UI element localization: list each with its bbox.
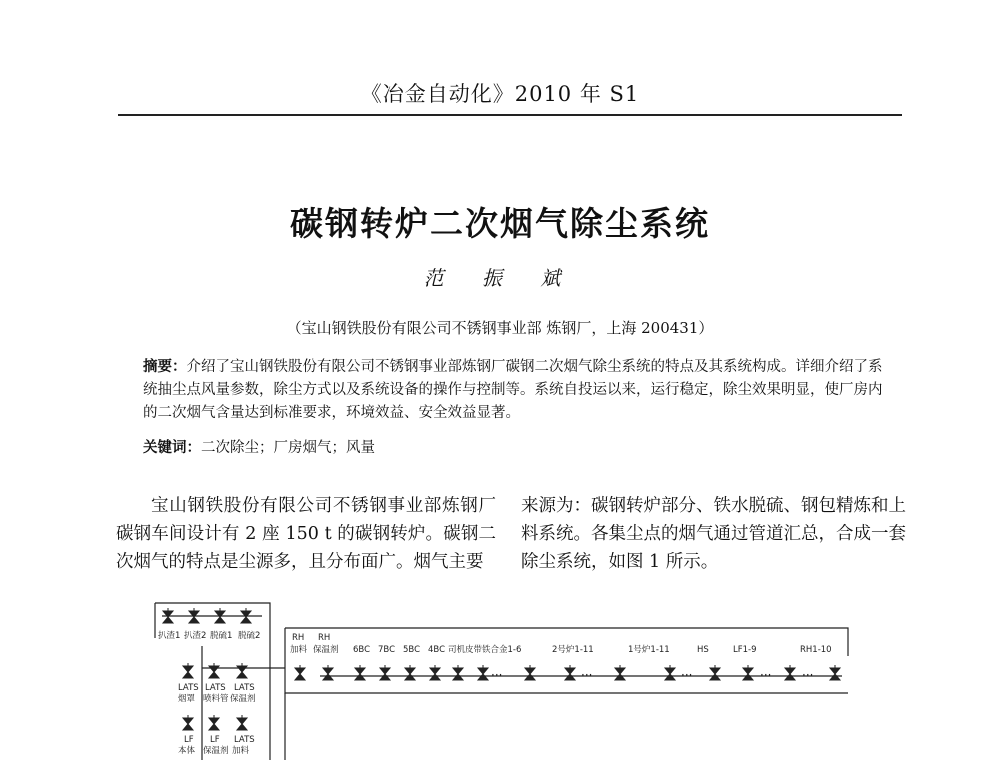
left-bot-label2: 加料 [232, 746, 250, 756]
keywords-label: 关键词： [143, 440, 201, 456]
right-label: 6BC [353, 645, 371, 655]
author-affiliation: （宝山钢铁股份有限公司不锈钢事业部 炼钢厂，上海 200431） [286, 319, 714, 337]
right-label: 1号炉1-11 [628, 645, 670, 655]
right-label: 5BC [403, 645, 421, 655]
right-label-top: RH [292, 633, 305, 643]
keywords [143, 436, 883, 457]
valve-symbol [405, 665, 415, 680]
right-label: 7BC [378, 645, 396, 655]
valve-symbol [183, 715, 193, 730]
valve-symbol [478, 665, 488, 680]
valve-symbol [565, 665, 575, 680]
valve-symbol [615, 665, 625, 680]
valve-symbol [295, 665, 305, 680]
valve-symbol [430, 665, 440, 680]
right-label: 保温剂 [313, 645, 339, 655]
body-column-right: 来源为：碳钢转炉部分、铁水脱硫、钢包精炼和上料系统。各集尘点的烟气通过管道汇总，合成一套除尘系统，如图 1 所示。 [521, 496, 906, 572]
valve-symbol [743, 665, 753, 680]
left-mid-label: LATS [178, 683, 199, 693]
right-label: 2号炉1-11 [552, 645, 594, 655]
journal-header: 《冶金自动化》2010 年 S1 [360, 82, 640, 106]
valve-symbol [665, 665, 675, 680]
valve-symbol [525, 665, 535, 680]
left-bot-label2: 保温剂 [203, 746, 229, 756]
valve-symbol [209, 663, 219, 678]
valve-symbol [323, 665, 333, 680]
valve-symbol [237, 715, 247, 730]
abstract-label: 摘要： [143, 359, 187, 375]
left-mid-label: LATS [205, 683, 226, 693]
ellipsis-mark: ··· [491, 668, 503, 682]
abstract-text: 介绍了宝山钢铁股份有限公司不锈钢事业部炼钢厂碳钢二次烟气除尘系统的特点及其系统构成。详细介绍了系统抽尘点风量参数，除尘方式以及系统设备的操作与控制等。系统自投运以来，运行稳定，除尘效果明显，使厂房内的二次烟气含量达到标准要求，环境效益、安全效益显著。 [143, 359, 883, 421]
right-label: LF1-9 [733, 645, 757, 655]
body-column-left: 宝山钢铁股份有限公司不锈钢事业部炼钢厂碳钢车间设计有 2 座 150 t 的碳钢转炉。碳钢二次烟气的特点是尘源多，且分布面广。烟气主要 [116, 496, 496, 572]
ellipsis-mark: ··· [581, 668, 593, 682]
right-label-top: RH [318, 633, 331, 643]
left-mid-label2: 烟罩 [178, 694, 196, 704]
left-bot-label: LF [210, 735, 220, 745]
article-author: 范 振 斌 [423, 266, 577, 290]
left-bot-label: LATS [234, 735, 255, 745]
keywords-text: 二次除尘；厂房烟气；风量 [201, 440, 375, 456]
figure-1-schematic [150, 598, 860, 760]
ellipsis-mark: ··· [802, 668, 814, 682]
valve-symbol [830, 665, 840, 680]
valve-symbol [453, 665, 463, 680]
valve-symbol [183, 663, 193, 678]
abstract [143, 356, 883, 425]
left-mid-label: LATS [234, 683, 255, 693]
valve-symbol [710, 665, 720, 680]
left-bot-label: LF [184, 735, 194, 745]
left-top-label: 扒渣2 [184, 631, 207, 641]
left-mid-label2: 保温剂 [230, 694, 256, 704]
valve-symbol [355, 665, 365, 680]
left-bot-label2: 本体 [178, 746, 196, 756]
right-label: RH1-10 [800, 645, 832, 655]
ellipsis-mark: ··· [760, 668, 772, 682]
valve-symbol [785, 665, 795, 680]
valve-symbol [209, 715, 219, 730]
left-top-label: 脱硫2 [238, 631, 261, 641]
article-title: 碳钢转炉二次烟气除尘系统 [290, 204, 710, 243]
right-label: 加料 [290, 645, 308, 655]
valve-symbol [380, 665, 390, 680]
ellipsis-mark: ··· [681, 668, 693, 682]
right-label: 司机皮带 [448, 645, 483, 655]
left-top-label: 脱硫1 [210, 631, 233, 641]
right-label: 铁合金1-6 [482, 645, 522, 655]
left-top-label: 扒渣1 [158, 631, 181, 641]
valve-symbol [237, 663, 247, 678]
right-label: HS [697, 645, 709, 655]
right-label: 4BC [428, 645, 446, 655]
left-mid-label2: 喷料管 [203, 694, 229, 704]
header-rule [118, 114, 902, 116]
